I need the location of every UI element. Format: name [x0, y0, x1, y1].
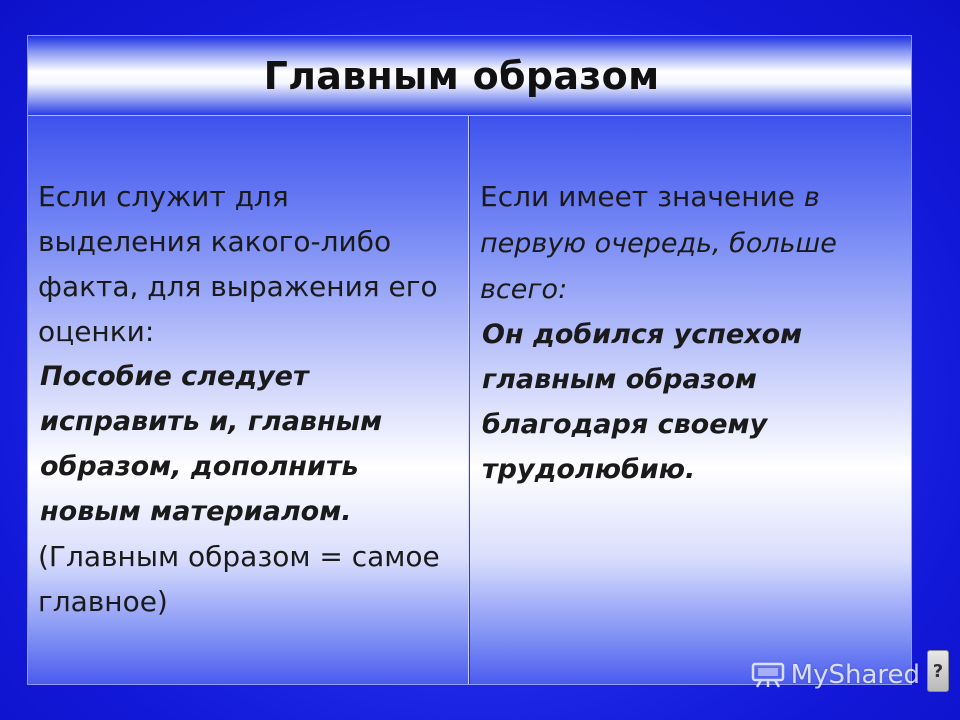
right-column-text — [480, 174, 901, 492]
right-intro-italic: в первую очередь, больше всего: — [480, 182, 837, 305]
left-intro: Если служит для выделения какого-либо факта, для выражения его оценки: — [38, 180, 438, 348]
left-column-text — [38, 174, 458, 624]
right-intro: Если имеет значение — [480, 180, 795, 213]
help-button[interactable] — [927, 650, 949, 692]
left-example: Пособие следует исправить и, главным образом, дополнить новым материалом. — [40, 361, 383, 527]
content-table — [27, 35, 912, 685]
right-column — [470, 116, 911, 684]
watermark-text: MyShared — [790, 660, 920, 690]
left-column — [28, 116, 469, 684]
left-note: (Главным образом = самое главное) — [38, 540, 440, 618]
help-icon: ? — [932, 660, 944, 682]
slide-title: Главным образом — [263, 53, 660, 98]
watermark — [751, 660, 920, 690]
presentation-board-icon — [751, 662, 785, 688]
table-header — [28, 36, 911, 116]
right-example: Он добился успехом главным образом благодаря своему трудолюбию. — [482, 319, 803, 485]
